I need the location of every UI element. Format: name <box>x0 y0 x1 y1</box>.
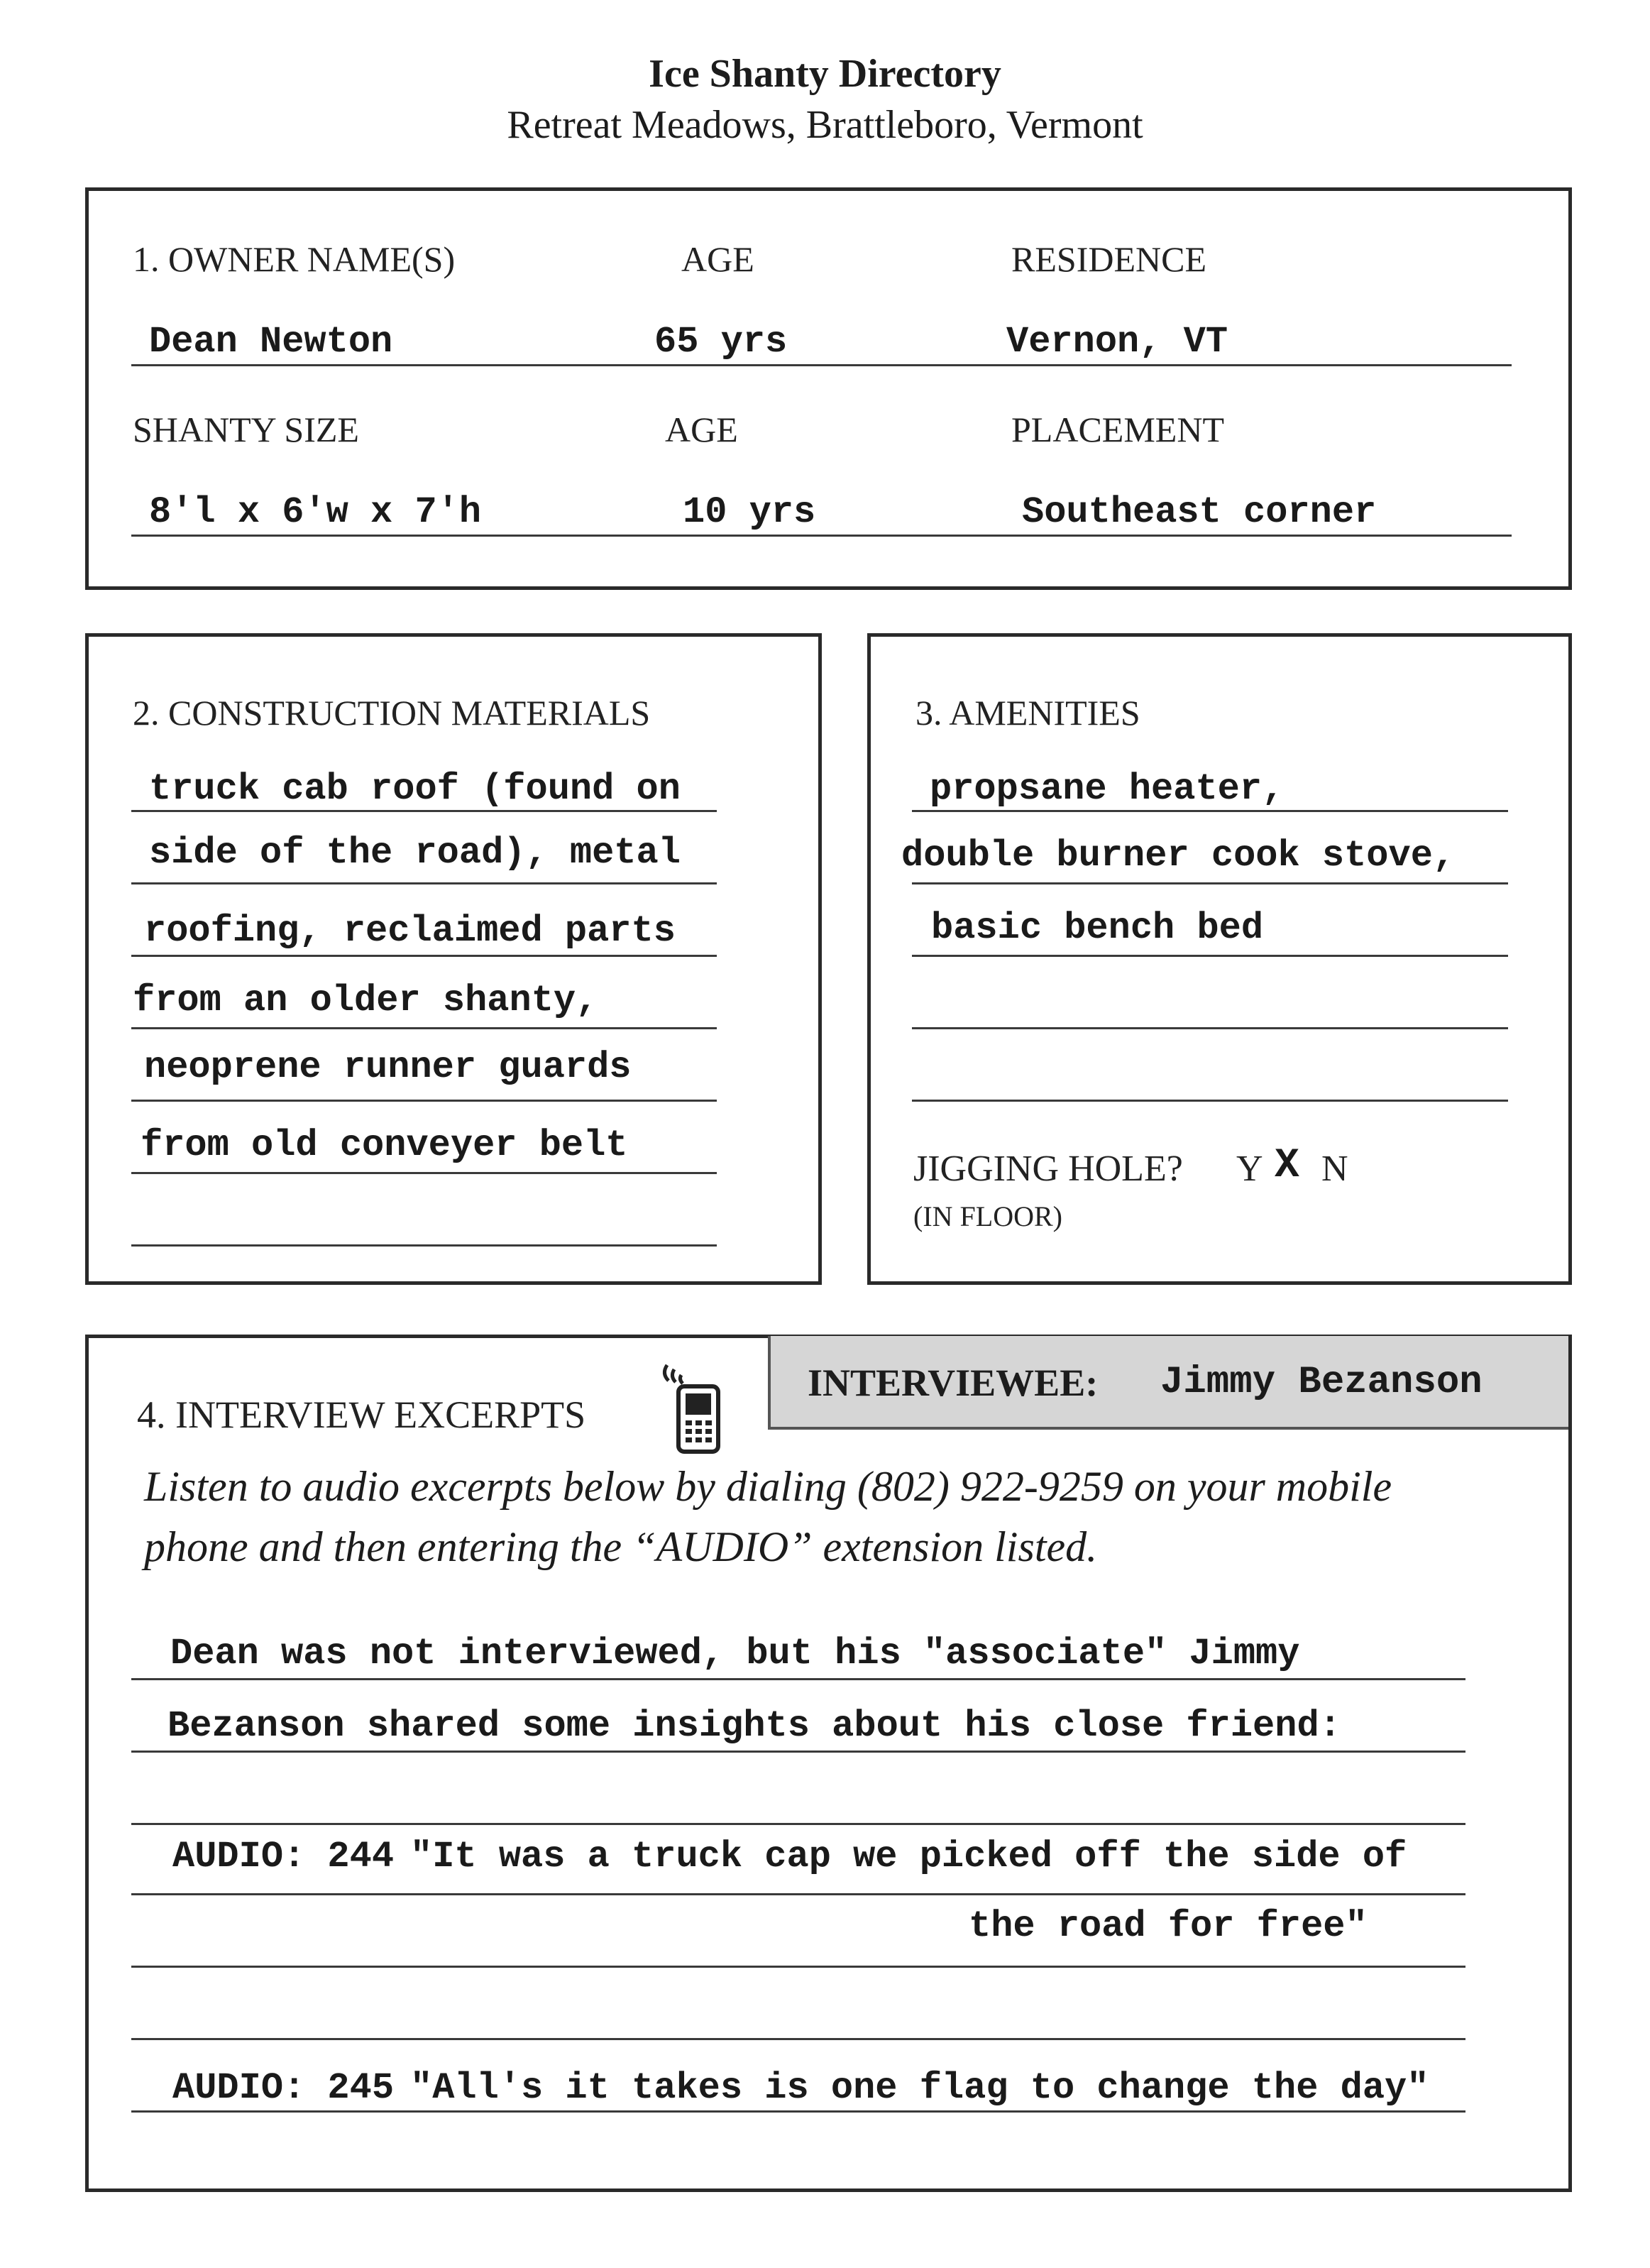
interview-rule <box>131 1893 1465 1895</box>
owner-row-line <box>131 364 1512 366</box>
amenity-line: propsane heater, <box>930 768 1285 810</box>
construction-line: from an older shanty, <box>133 980 598 1021</box>
construction-rule <box>131 882 717 884</box>
amenity-rule <box>912 882 1508 884</box>
jigging-mark: X <box>1275 1143 1299 1189</box>
residence-value: Vernon, VT <box>1006 321 1228 363</box>
owner-age-label: AGE <box>681 239 754 279</box>
interview-rule <box>131 1678 1465 1680</box>
amenity-rule <box>912 810 1508 812</box>
construction-rule <box>131 1244 717 1247</box>
audio-245-quote: "All's it takes is one flag to change the day" <box>410 2067 1429 2109</box>
jigging-hole-label: JIGGING HOLE? <box>913 1149 1183 1189</box>
amenity-rule <box>912 1027 1508 1029</box>
mobile-phone-icon <box>656 1359 727 1455</box>
audio-244-quote: "It was a truck cap we picked off the side of <box>410 1836 1407 1878</box>
interviewee-label: INTERVIEWEE: <box>808 1362 1099 1404</box>
interview-rule <box>131 2110 1465 2113</box>
amenity-rule <box>912 955 1508 957</box>
interviewee-name: Jimmy Bezanson <box>1160 1361 1483 1404</box>
interview-instructions: Listen to audio excerpts below by dialing (802) 922-9259 on your mobile <box>144 1463 1392 1510</box>
interview-rule <box>131 1823 1465 1825</box>
placement-value: Southeast corner <box>1022 491 1377 533</box>
construction-heading: 2. CONSTRUCTION MATERIALS <box>133 693 651 733</box>
jigging-subtext: (IN FLOOR) <box>913 1200 1062 1232</box>
jigging-yes-option: Y <box>1236 1149 1263 1189</box>
page-subtitle: Retreat Meadows, Brattleboro, Vermont <box>507 103 1143 147</box>
owner-name-label: 1. OWNER NAME(S) <box>133 239 456 279</box>
interview-rule <box>131 2038 1465 2040</box>
shanty-size-label: SHANTY SIZE <box>133 410 359 449</box>
interview-rule <box>131 1966 1465 1968</box>
audio-244-label: AUDIO: 244 <box>172 1836 395 1878</box>
audio-244-quote: the road for free" <box>969 1905 1368 1947</box>
audio-245-label: AUDIO: 245 <box>172 2067 395 2109</box>
amenity-line: double burner cook stove, <box>901 835 1456 877</box>
construction-rule <box>131 810 717 812</box>
interview-rule <box>131 1751 1465 1753</box>
amenity-rule <box>912 1100 1508 1102</box>
owner-age-value: 65 yrs <box>654 321 788 363</box>
shanty-size-value: 8'l x 6'w x 7'h <box>149 491 482 533</box>
interview-instructions: phone and then entering the “AUDIO” extension listed. <box>144 1523 1098 1570</box>
construction-line: roofing, reclaimed parts <box>144 910 676 952</box>
shanty-age-value: 10 yrs <box>683 491 816 533</box>
residence-label: RESIDENCE <box>1011 239 1206 279</box>
construction-rule <box>131 1172 717 1174</box>
construction-line: truck cab roof (found on <box>149 768 681 810</box>
owner-name-value: Dean Newton <box>149 321 393 363</box>
interview-intro-line: Bezanson shared some insights about his close friend: <box>167 1705 1341 1747</box>
placement-label: PLACEMENT <box>1011 410 1224 449</box>
interview-intro-line: Dean was not interviewed, but his "associate" Jimmy <box>170 1633 1300 1675</box>
construction-rule <box>131 1100 717 1102</box>
interview-heading: 4. INTERVIEW EXCERPTS <box>137 1393 586 1436</box>
shanty-age-label: AGE <box>665 410 738 449</box>
shanty-row-line <box>131 535 1512 537</box>
page-title: Ice Shanty Directory <box>649 52 1001 96</box>
amenities-heading: 3. AMENITIES <box>915 693 1140 733</box>
jigging-no-option: N <box>1321 1149 1348 1189</box>
construction-rule <box>131 1027 717 1029</box>
construction-line: neoprene runner guards <box>144 1046 632 1088</box>
amenity-line: basic bench bed <box>931 907 1264 949</box>
construction-line: side of the road), metal <box>149 832 681 874</box>
construction-rule <box>131 955 717 957</box>
construction-line: from old conveyer belt <box>141 1124 628 1166</box>
